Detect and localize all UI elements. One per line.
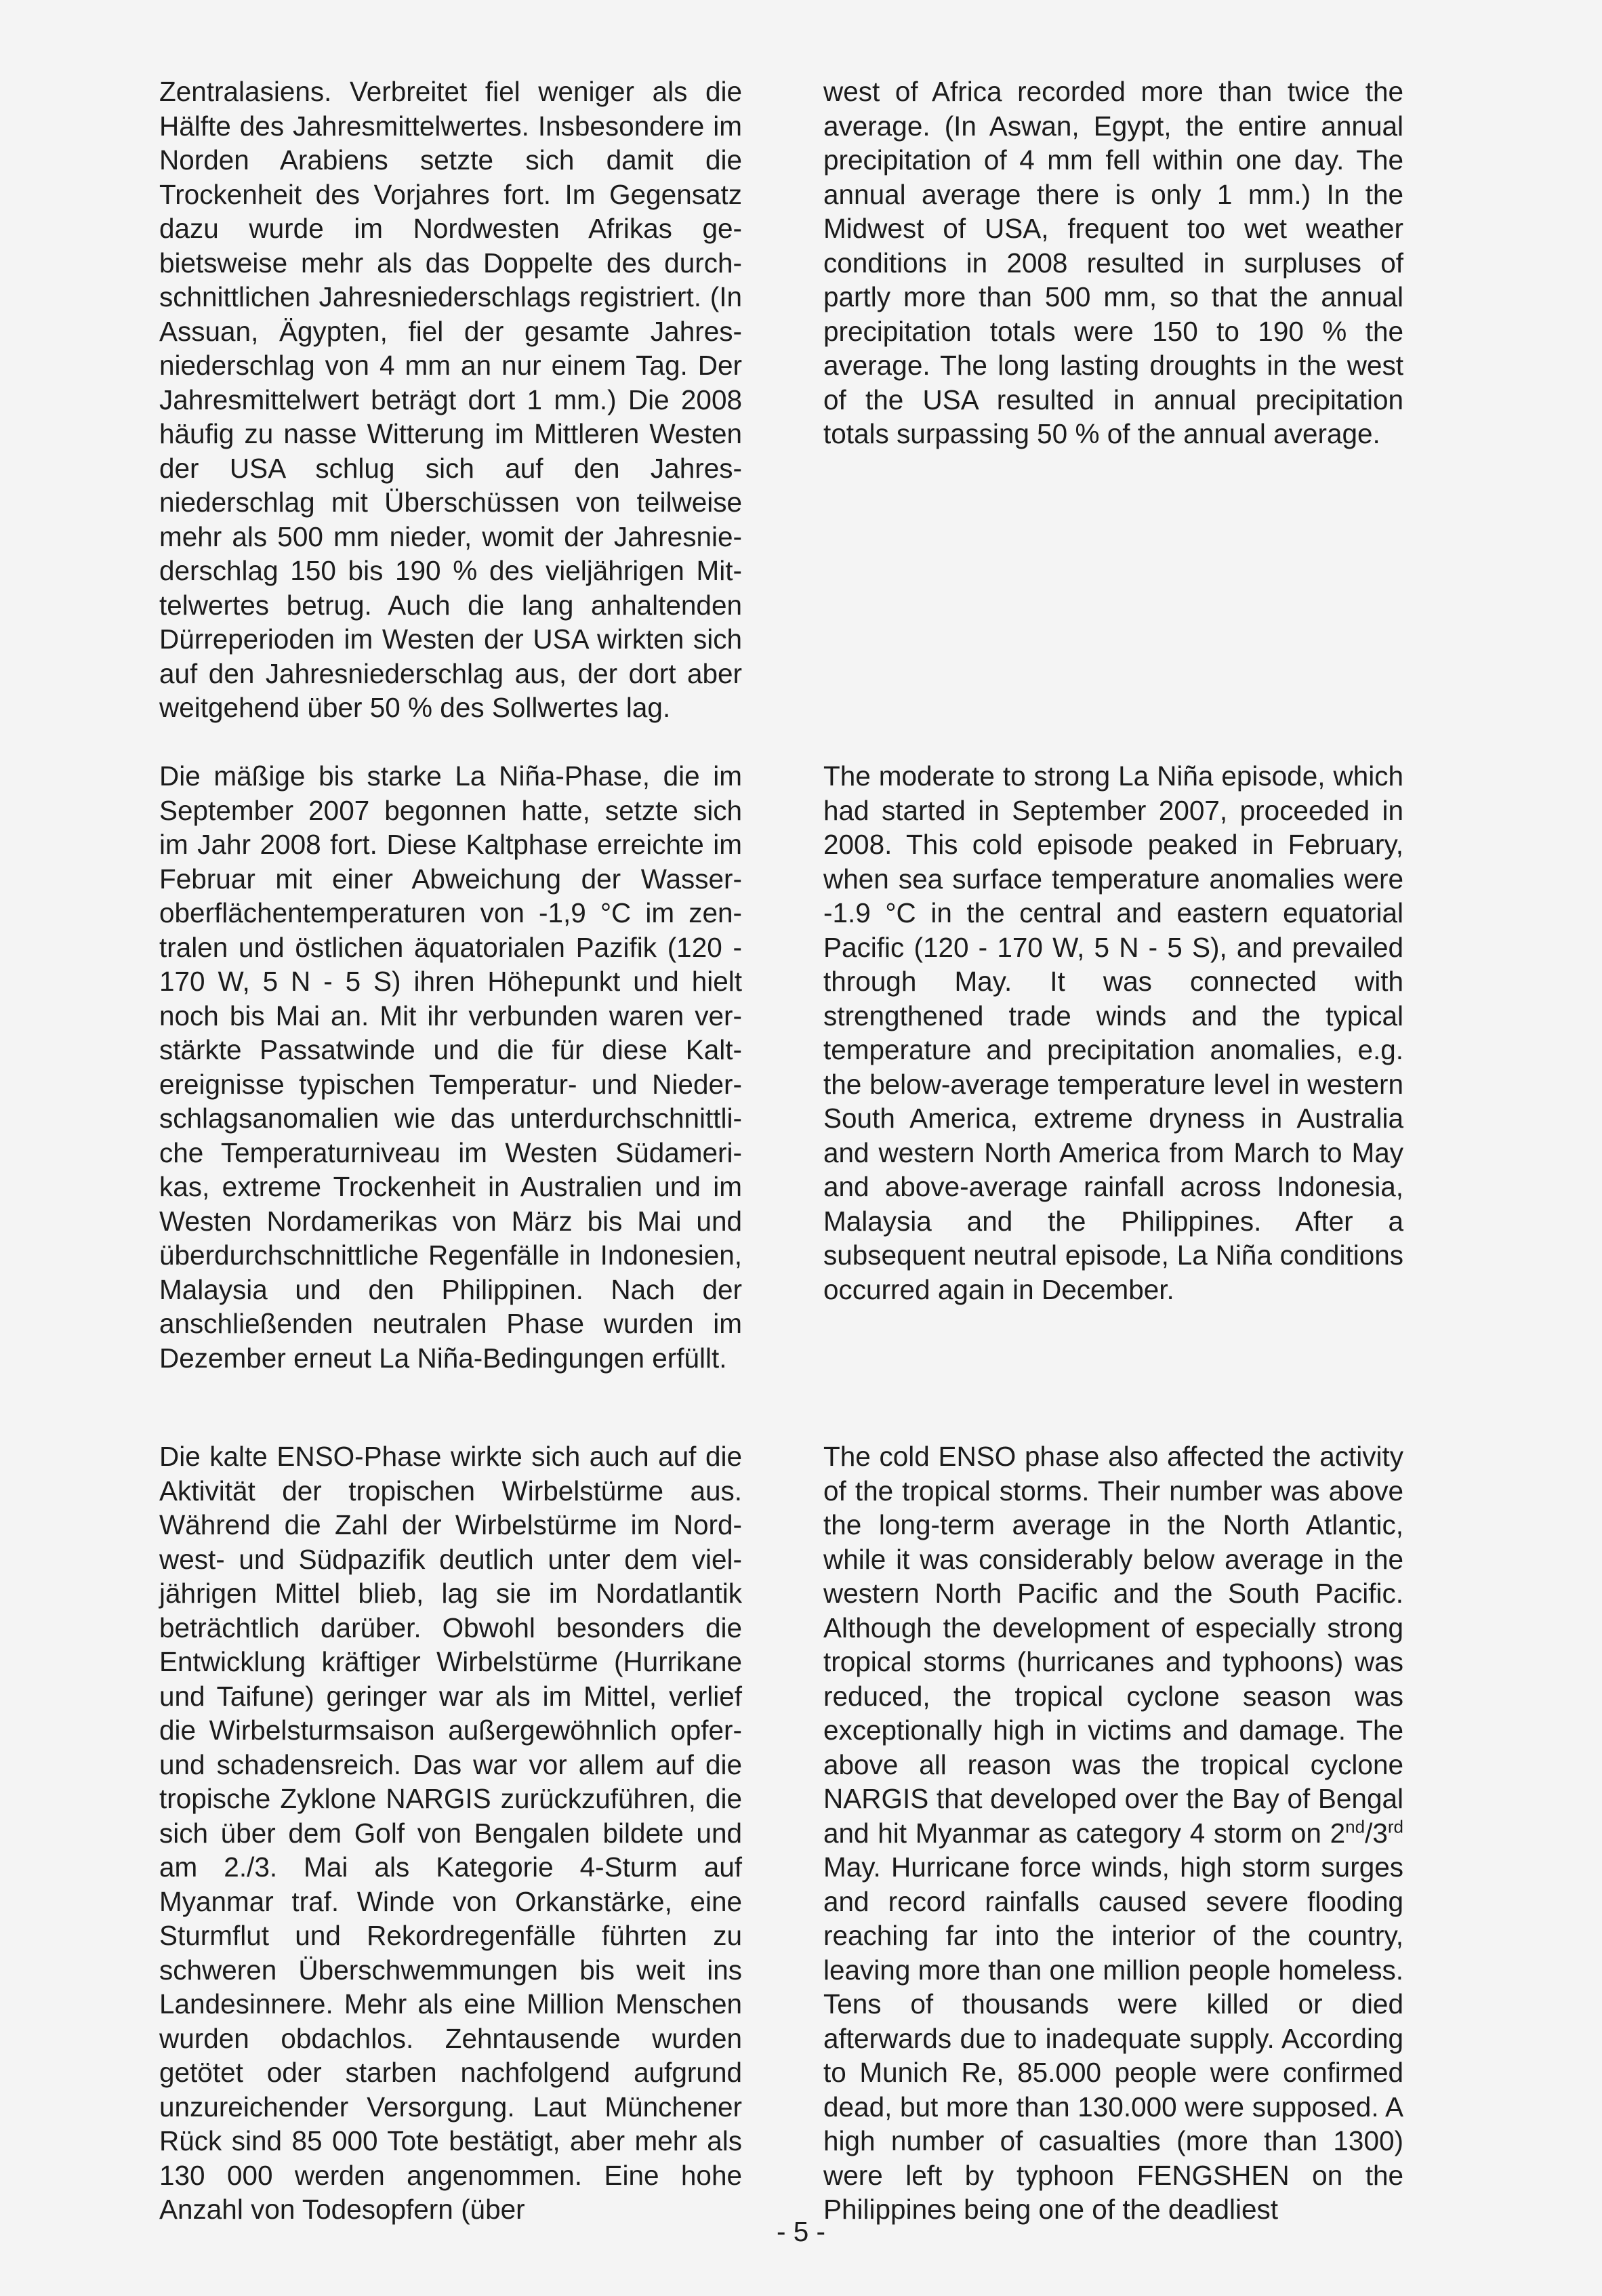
english-paragraph-2: The moderate to strong La Niña episode, which had started in September 2007, proceeded in 2008. This cold episode peaked in February, when sea surface temperature anomalies were -1.9 °C in the central and eastern equatorial Pacific (120 - 170 W, 5 N - 5 S), and prevailed through May. It was connected with strengthened trade winds and the typical temperature and precipitation anomalies, e.g. the below-average temperature level in western South America, extreme dryness in Australia and western North America from March to May and above-average rainfall across Indonesia, Malaysia and the Philippines. After a subsequent neutral episode, La Niña conditions occurred again in December. <box>823 760 1403 1305</box>
german-paragraph-1: Zentralasiens. Verbreitet fiel weniger als die Hälfte des Jahresmittelwertes. Insbesondere im Norden Arabiens setzte sich damit die Trockenheit des Vorjahres fort. Im Gegensatz dazu wurde im Nordwesten Afrikas gebietsweise mehr als das Doppelte des durchschnittlichen Jahresniederschlags registriert. (In Assuan, Ägypten, fiel der gesamte Jahresniederschlag von 4 mm an nur einem Tag. Der Jahresmittelwert beträgt dort 1 mm.) Die 2008 häufig zu nasse Witterung im Mittleren Westen der USA schlug sich auf den Jahresniederschlag mit Überschüssen von teilweise mehr als 500 mm nieder, womit der Jahresniederschlag 150 bis 190 % des vieljährigen Mittelwertes betrug. Auch die lang anhaltenden Dürreperioden im Westen der USA wirkten sich auf den Jahresniederschlag aus, der dort aber weitgehend über 50 % des Sollwertes lag. <box>159 76 742 723</box>
superscript-nd: nd <box>1345 1816 1365 1837</box>
page-number: - 5 - <box>776 2216 826 2247</box>
english-paragraph-3-part-1: The cold ENSO phase also affected the activity of the tropical storms. Their number was above the long-term average in the North Atlantic, while it was considerably below average in the western North Pacific and the South Pacific. Although the development of especially strong tropical storms (hurricanes and typhoons) was reduced, the tropical cyclone season was exceptionally high in victims and damage. The above all reason was the tropical cyclone NARGIS that developed over the Bay of Bengal and hit Myanmar as category 4 storm on 2 <box>823 1441 1403 1849</box>
english-paragraph-3 <box>823 1439 1403 2227</box>
german-paragraph-3: Die kalte ENSO-Phase wirkte sich auch auf die Aktivität der tropischen Wirbelstürme aus. Während die Zahl der Wirbelstürme im Nordwest- und Südpazifik deutlich unter dem vieljährigen Mittel blieb, lag sie im Nordatlantik beträchtlich darüber. Obwohl besonders die Entwicklung kräftiger Wirbelstürme (Hurrikane und Taifune) geringer war als im Mittel, verlief die Wirbelsturmsaison außergewöhnlich opfer- und schadensreich. Das war vor allem auf die tropische Zyklone NARGIS zurückzuführen, die sich über dem Golf von Bengalen bildete und am 2./3. Mai als Kategorie 4-Sturm auf Myanmar traf. Winde von Orkanstärke, eine Sturmflut und Rekordregenfälle führten zu schweren Überschwemmungen bis weit ins Landesinnere. Mehr als eine Million Menschen wurden obdachlos. Zehntausende wurden getötet oder starben nachfolgend aufgrund unzureichender Versorgung. Laut Münchener Rück sind 85 000 Tote bestätigt, aber mehr als 130 000 werden angenommen. Eine hohe Anzahl von Todesopfern (über <box>159 1441 742 2225</box>
date-slash: /3 <box>1365 1817 1388 1849</box>
german-paragraph-2: Die mäßige bis starke La Niña-Phase, die im September 2007 begonnen hatte, setzte sich im Jahr 2008 fort. Diese Kaltphase erreichte im Februar mit einer Abweichung der Wasseroberflächentemperaturen von -1,9 °C im zentralen und östlichen äquatorialen Pazifik (120 - 170 W, 5 N - 5 S) ihren Höhepunkt und hielt noch bis Mai an. Mit ihr verbunden waren verstärkte Passatwinde und die für diese Kaltereignisse typischen Temperatur- und Niederschlagsanomalien wie das unterdurchschnittliche Temperaturniveau im Westen Südamerikas, extreme Trockenheit in Australien und im Westen Nordamerikas von März bis Mai und überdurchschnittliche Regenfälle in Indonesien, Malaysia und den Philippinen. Nach der anschließenden neutralen Phase wurden im Dezember erneut La Niña-Bedingungen erfüllt. <box>159 760 742 1374</box>
english-paragraph-3-part-2: May. Hurricane force winds, high storm surges and record rainfalls caused severe flooding reaching far into the interior of the country, leaving more than one million people homeless. Tens of thousands were killed or died afterwards due to inadequate supply. According to Munich Re, 85.000 people were confirmed dead, but more than 130.000 were supposed. A high number of casualties (more than 1300) were left by typhoon FENGSHEN on the Philippines being one of the deadliest <box>823 1851 1403 2225</box>
superscript-rd: rd <box>1387 1816 1403 1837</box>
english-paragraph-1: west of Africa recorded more than twice the average. (In Aswan, Egypt, the entire annual precipitation of 4 mm fell within one day. The annual average there is only 1 mm.) In the Midwest of USA, frequent too wet weather conditions in 2008 resulted in surpluses of partly more than 500 mm, so that the annual precipitation totals were 150 to 190 % the average. The long lasting droughts in the west of the USA resulted in annual precipitation totals surpassing 50 % of the annual average. <box>823 76 1403 449</box>
